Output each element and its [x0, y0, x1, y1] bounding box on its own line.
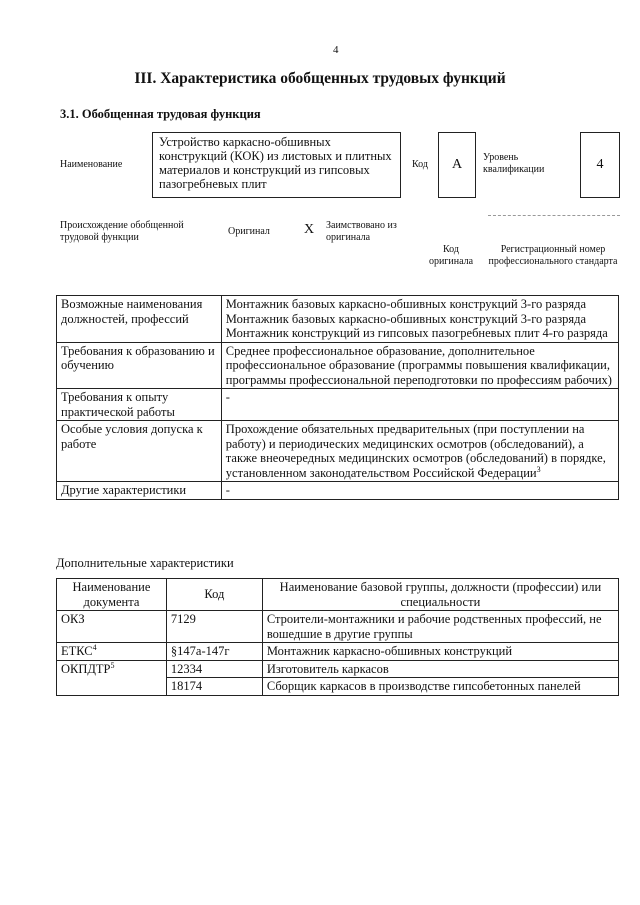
section-title: III. Характеристика обобщенных трудовых функций [134, 70, 506, 87]
code-cell: 18174 [166, 678, 262, 696]
gtf-code-label: Код [412, 159, 428, 170]
name-cell: Строители-монтажники и рабочие родственных профессий, не вошедшие в другие группы [262, 611, 618, 643]
gtf-code-value: А [451, 157, 463, 172]
table-row [57, 660, 619, 678]
code-cell: 12334 [166, 660, 262, 678]
doc-cell [57, 660, 167, 695]
req-line: - [225, 483, 230, 497]
original-mark: X [304, 222, 315, 237]
footnote-ref: 3 [536, 464, 541, 474]
header-document: Наименование документа [57, 579, 167, 611]
gtf-level-label: Уровень квалификации [483, 152, 545, 175]
header-code: Код [166, 579, 262, 611]
table-row [57, 643, 619, 661]
gtf-level-value: 4 [596, 157, 604, 172]
req-label: Другие характеристики [57, 482, 222, 500]
subsection-title: 3.1. Обобщенная трудовая функция [60, 107, 261, 121]
req-line: Прохождение обязательных предварительных (при поступлении на работу) и периодических медицинских осмотров (обследований), а также внеочередных медицинских осмотров (обследований) в порядке, установленном законодательством Российской Федерации [225, 422, 606, 480]
req-value [221, 296, 618, 343]
reg-number-label: Регистрационный номер профессионального стандарта [488, 244, 618, 267]
table-row [57, 421, 619, 482]
req-value [221, 342, 618, 389]
origin-divider [488, 215, 620, 216]
footnote-ref: 5 [110, 660, 115, 670]
doc-name: ОКЗ [61, 612, 85, 626]
doc-cell [57, 611, 167, 643]
req-line: Монтажник базовых каркасно-обшивных конструкций 3-го разряда [225, 297, 587, 311]
req-value [221, 482, 618, 500]
gtf-name-value: Устройство каркасно-обшивных конструкций (КОК) из листовых и плитных материалов и конструкций из гипсовых пазогребневых плит [159, 135, 392, 191]
additional-heading: Дополнительные характеристики [56, 556, 234, 570]
req-value [221, 421, 618, 482]
gtf-code-box [438, 132, 476, 198]
req-line: - [225, 390, 230, 404]
footnote-ref: 4 [92, 642, 97, 652]
table-row [57, 389, 619, 421]
req-value [221, 389, 618, 421]
name-cell: Монтажник каркасно-обшивных конструкций [262, 643, 618, 661]
additional-table [56, 578, 619, 696]
table-header-row [57, 579, 619, 611]
req-label: Особые условия допуска к работе [57, 421, 222, 482]
name-cell: Сборщик каркасов в производстве гипсобетонных панелей [262, 678, 618, 696]
req-line: Монтажник конструкций из гипсовых пазогребневых плит 4-го разряда [225, 326, 608, 340]
doc-cell [57, 643, 167, 661]
table-row [57, 342, 619, 389]
req-label: Возможные наименования должностей, профессий [57, 296, 222, 343]
original-label: Оригинал [228, 226, 270, 237]
origin-label: Происхождение обобщенной трудовой функции [60, 220, 184, 243]
name-cell: Изготовитель каркасов [262, 660, 618, 678]
gtf-level-box [580, 132, 620, 198]
req-label: Требования к образованию и обучению [57, 342, 222, 389]
header-name: Наименование базовой группы, должности (профессии) или специальности [262, 579, 618, 611]
borrowed-label: Заимствовано из оригинала [326, 220, 397, 243]
gtf-name-label: Наименование [60, 159, 123, 170]
code-original-label: Код оригинала [428, 244, 474, 267]
page-number: 4 [333, 44, 339, 56]
req-line: Монтажник базовых каркасно-обшивных конструкций 3-го разряда [225, 311, 587, 326]
code-cell: §147а-147г [166, 643, 262, 661]
req-line: Среднее профессиональное образование, дополнительное профессиональное образование (программы повышения квалификации, программы профессиональной переподготовки по профессиям рабочих) [225, 343, 612, 387]
table-row [57, 296, 619, 343]
gtf-name-box [152, 132, 401, 198]
doc-name: ЕТКС [61, 644, 93, 658]
table-row [57, 482, 619, 500]
table-row [57, 611, 619, 643]
req-label: Требования к опыту практической работы [57, 389, 222, 421]
code-cell: 7129 [166, 611, 262, 643]
doc-name: ОКПДТР [61, 661, 111, 676]
requirements-table [56, 295, 619, 500]
